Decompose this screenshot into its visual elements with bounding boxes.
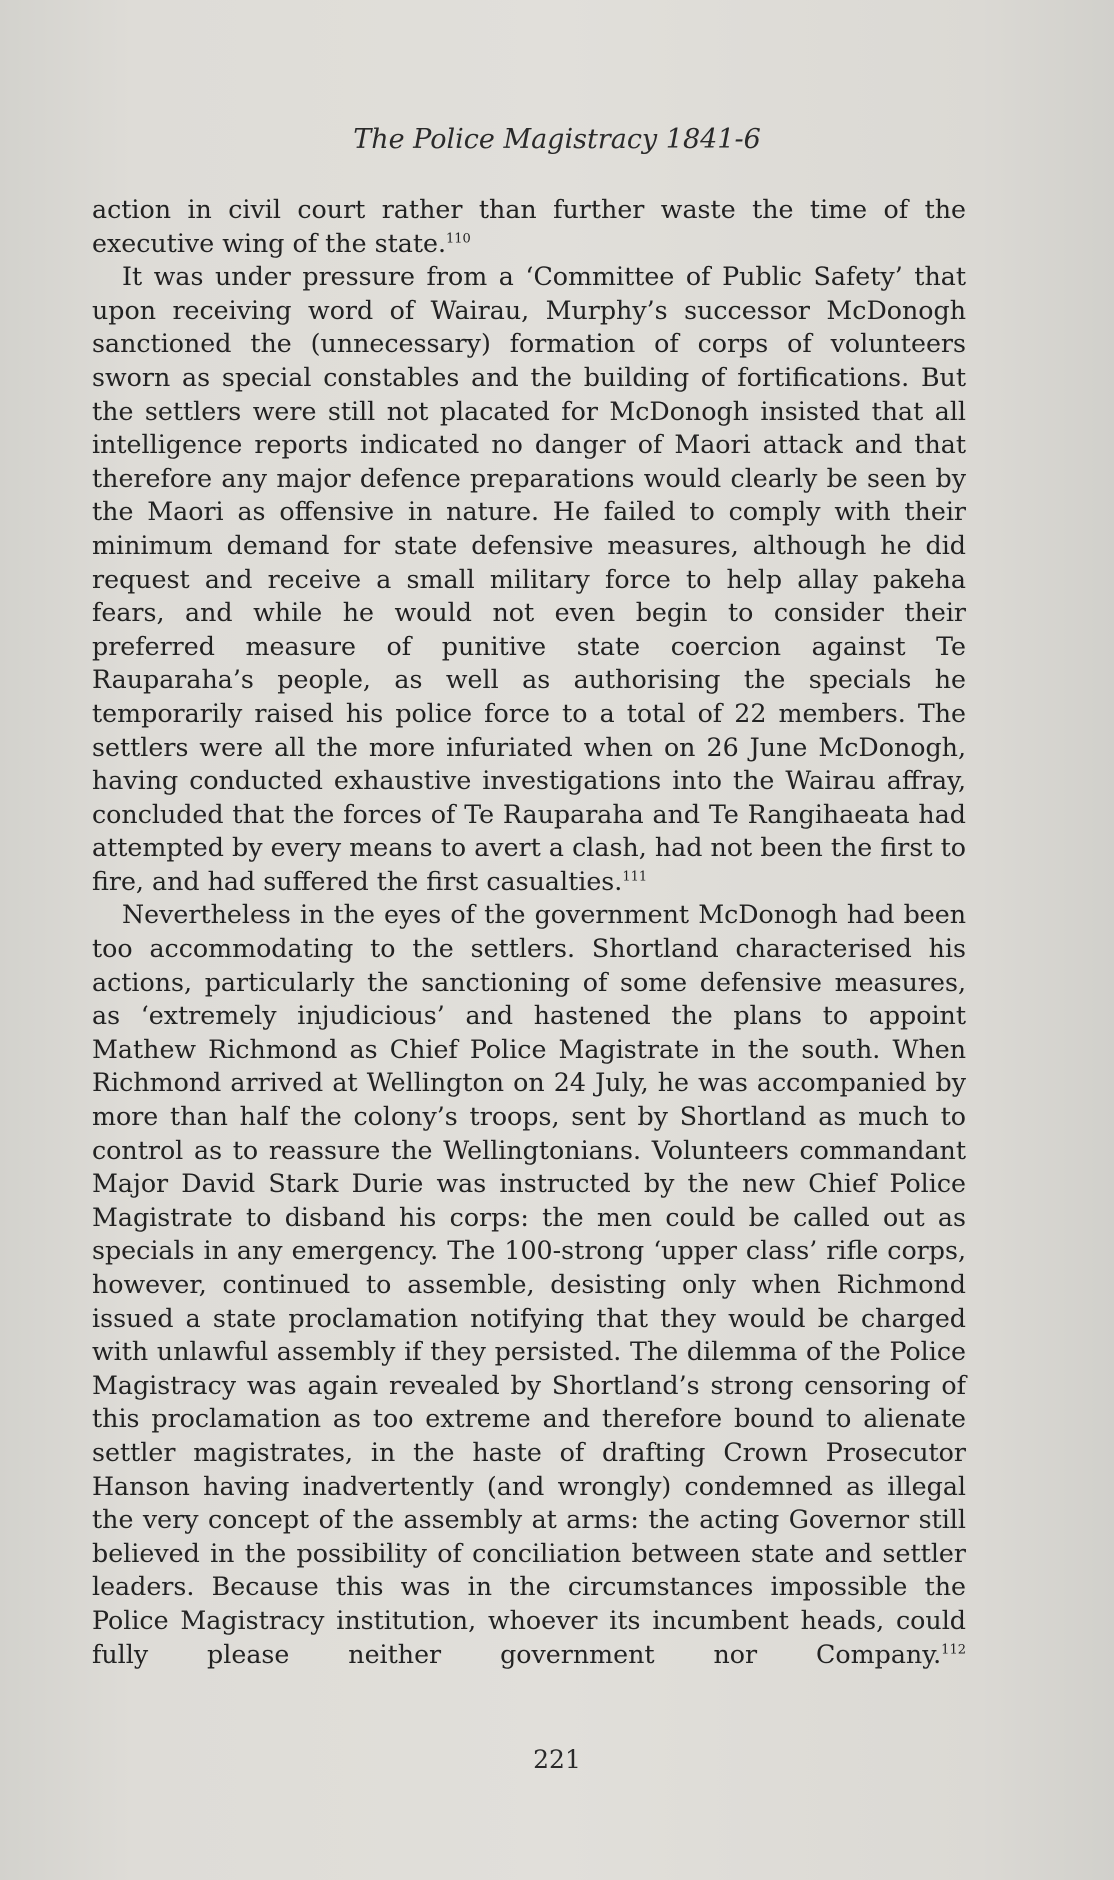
- paragraph: [92, 898, 966, 1671]
- footnote-ref: 111: [622, 869, 648, 885]
- paragraph-text: action in civil court rather than further waste the time of the executive wing of the state.: [92, 195, 966, 258]
- paragraph-text: Nevertheless in the eyes of the government McDonogh had been too accommodating to the settlers. Shortland characterised his actions, particularly the sanctioning of some defensive measures, as ‘extremely injudicious’ and hastened the plans to appoint Mathew Richmond as Chief Police Magistrate in the south. When Richmond arrived at Wellington on 24 July, he was accompanied by more than half the colony’s troops, sent by Shortland as much to control as to reassure the Wellingtonians. Volunteers commandant Major David Stark Durie was instructed by the new Chief Police Magistrate to disband his corps: the men could be called out as specials in any emergency. The 100-strong ‘upper class’ rifle corps, however, continued to assemble, desisting only when Richmond issued a state proclamation notifying that they would be charged with unlawful assembly if they persisted. The dilemma of the Police Magistracy was again revealed by Shortland’s strong censoring of this proclamation as too extreme and therefore bound to alienate settler magistrates, in the haste of drafting Crown Prosecutor Hanson having inadvertently (and wrongly) condemned as illegal the very concept of the assembly at arms: the acting Governor still believed in the possibility of conciliation between state and settler leaders. Because this was in the circumstances impossible the Police Magistracy institution, whoever its incumbent heads, could fully please neither government nor Company.: [92, 900, 966, 1669]
- body-text: [92, 193, 966, 1671]
- running-head: The Police Magistracy 1841-6: [353, 124, 761, 155]
- paragraph: [92, 193, 966, 260]
- page-number: 221: [533, 1745, 581, 1774]
- footnote-ref: 112: [941, 1642, 966, 1658]
- paragraph: [92, 260, 966, 898]
- paragraph-text: It was under pressure from a ‘Committee of Public Safety’ that upon receiving word of Wairau, Murphy’s successor McDonogh sanctioned the (unnecessary) formation of corps of volunteers sworn as special constables and the building of fortifications. But the settlers were still not placated for McDonogh insisted that all intelligence reports indicated no danger of Maori attack and that therefore any major defence preparations would clearly be seen by the Maori as offensive in nature. He failed to comply with their minimum demand for state defensive measures, although he did request and receive a small military force to help allay pakeha fears, and while he would not even begin to consider their preferred measure of punitive state coercion against Te Rauparaha’s people, as well as authorising the specials he temporarily raised his police force to a total of 22 members. The settlers were all the more infuriated when on 26 June McDonogh, having conducted exhaustive investigations into the Wairau affray, concluded that the forces of Te Rauparaha and Te Rangihaeata had attempted by every means to avert a clash, had not been the first to fire, and had suffered the first casualties.: [92, 262, 966, 896]
- footnote-ref: 110: [446, 231, 471, 247]
